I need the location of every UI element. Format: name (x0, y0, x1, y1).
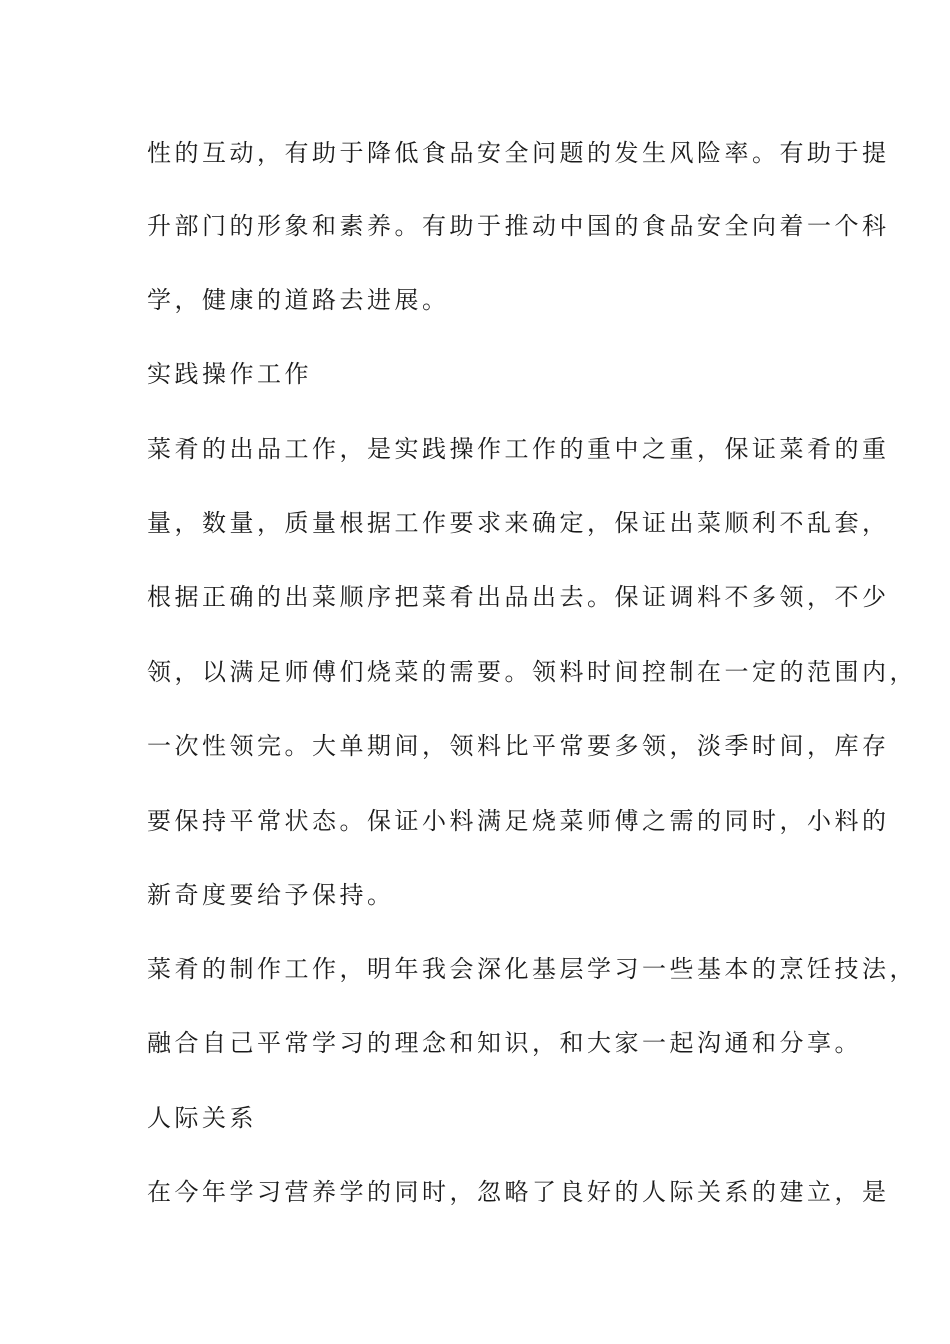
paragraph-line-10: 要保持平常状态。保证小料满足烧菜师傅之需的同时，小料的 (147, 807, 890, 835)
paragraph-line-3: 学，健康的道路去进展。 (147, 286, 450, 314)
paragraph-line-9: 一次性领完。大单期间，领料比平常要多领，淡季时间，库存 (147, 732, 890, 760)
paragraph-line-12: 菜肴的制作工作，明年我会深化基层学习一些基本的烹饪技法， (147, 955, 917, 983)
paragraph-line-1: 性的互动，有助于降低食品安全问题的发生风险率。有助于提 (147, 139, 890, 167)
paragraph-line-8: 领，以满足师傅们烧菜的需要。领料时间控制在一定的范围内， (147, 658, 917, 686)
paragraph-line-2: 升部门的形象和素养。有助于推动中国的食品安全向着一个科 (147, 212, 890, 240)
paragraph-line-5: 菜肴的出品工作，是实践操作工作的重中之重，保证菜肴的重 (147, 435, 890, 463)
paragraph-line-11: 新奇度要给予保持。 (147, 881, 395, 909)
paragraph-line-6: 量，数量，质量根据工作要求来确定，保证出菜顺利不乱套， (147, 509, 890, 537)
paragraph-line-7: 根据正确的出菜顺序把菜肴出品出去。保证调料不多领，不少 (147, 583, 890, 611)
paragraph-line-13: 融合自己平常学习的理念和知识，和大家一起沟通和分享。 (147, 1029, 862, 1057)
section-heading-relations: 人际关系 (147, 1104, 257, 1132)
paragraph-line-15: 在今年学习营养学的同时，忽略了良好的人际关系的建立，是 (147, 1178, 890, 1206)
section-heading-practice: 实践操作工作 (147, 360, 312, 388)
